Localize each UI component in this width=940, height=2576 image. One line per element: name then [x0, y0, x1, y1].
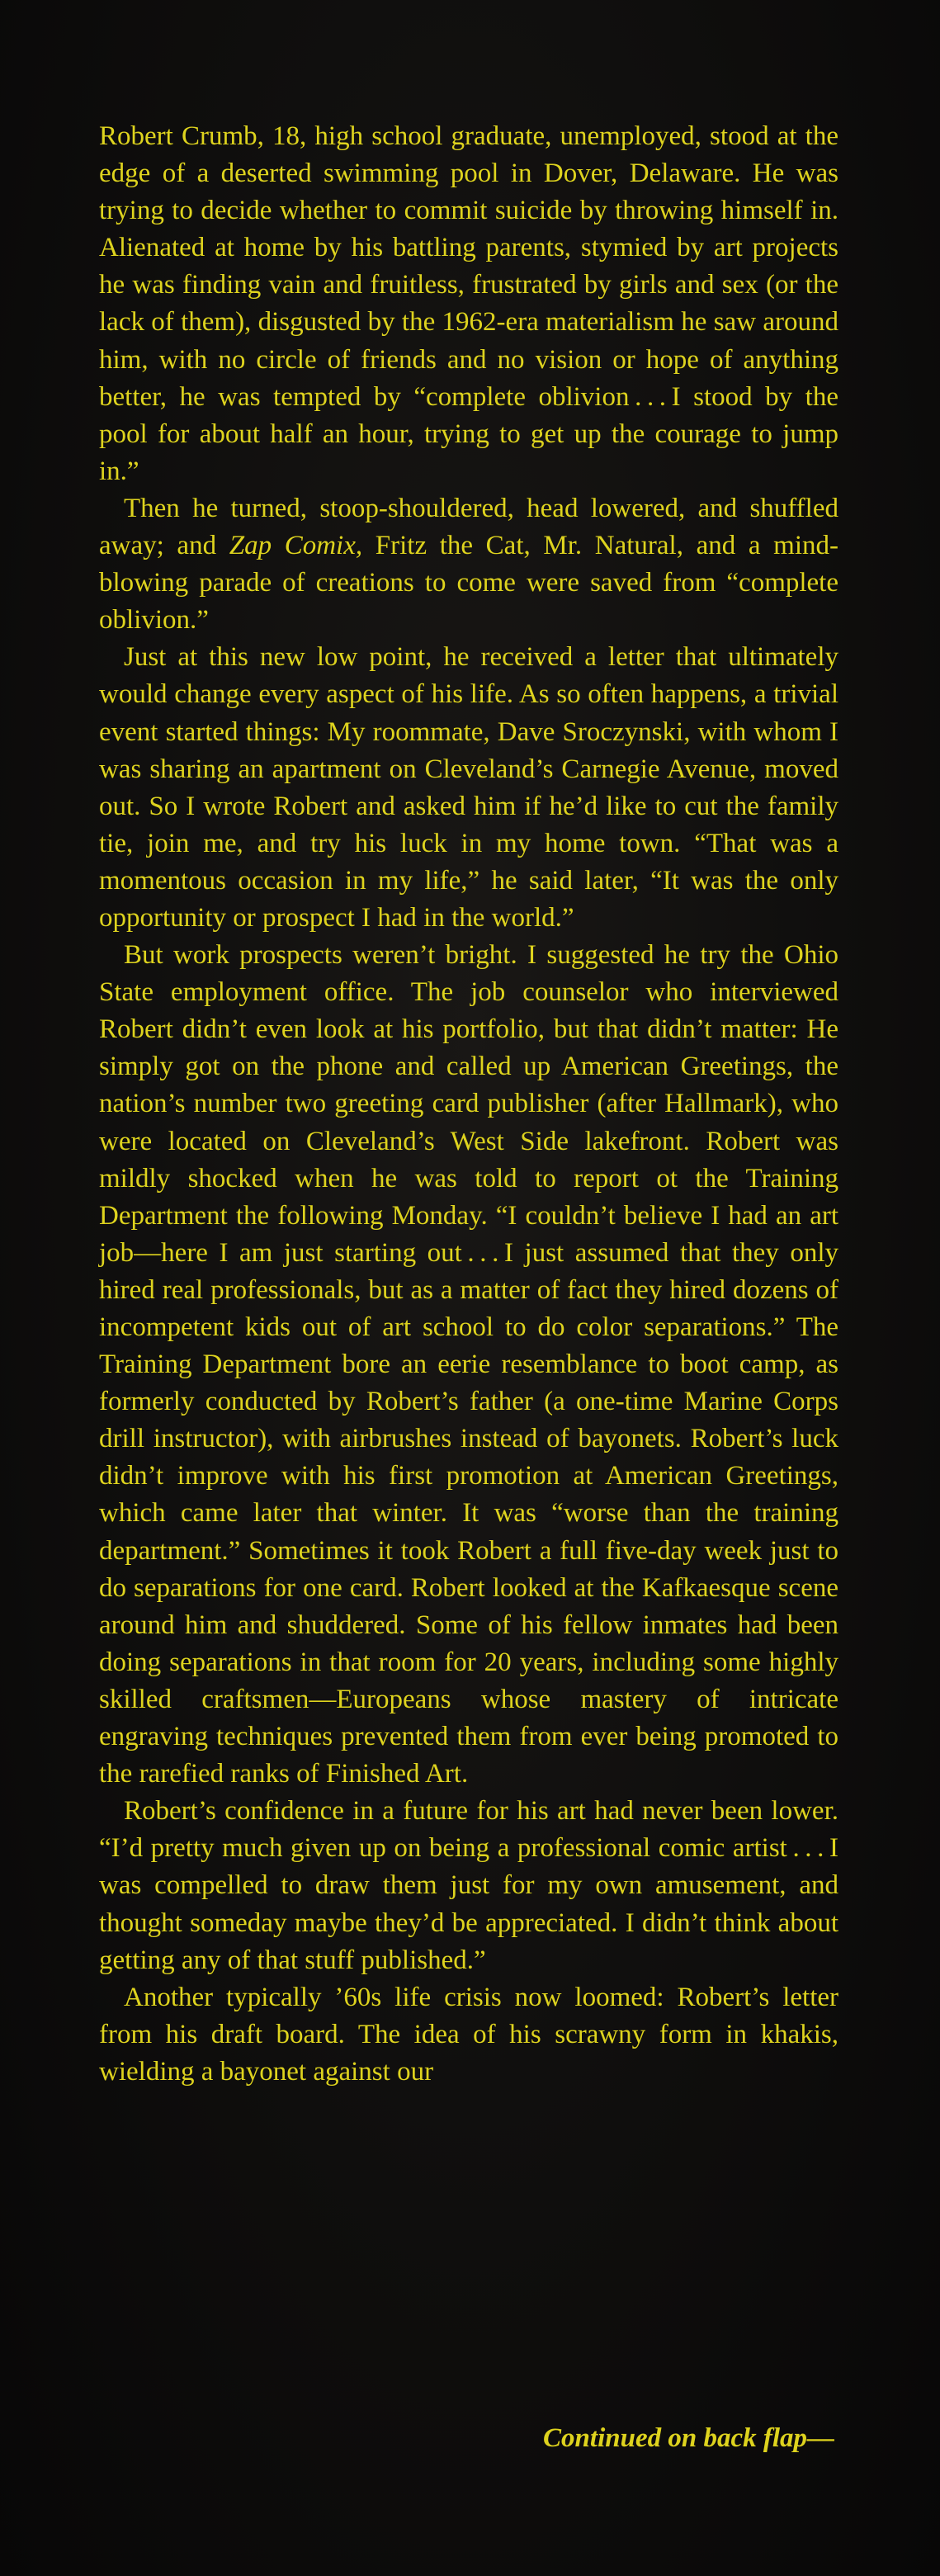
paragraph-6: Another typically ’60s life crisis now loomed: Robert’s letter from his draft board. The idea of his scrawny form in khakis, wielding a bayonet against our: [99, 1982, 838, 2087]
paragraph-2-lead: Then he turned, stoop-shouldered, head lowered, and shuffled away; and: [99, 493, 838, 561]
paragraph-4: But work prospects weren’t bright. I suggested he try the Ohio State employment office. The job counselor who interviewed Robert didn’t even look at his portfolio, but that didn’t matter: He simply got on the phone and called up American Greetings, the nation’s number two greeting card publisher (after Hallmark), who were located on Cleveland’s West Side lakefront. Robert was mildly shocked when he was told to report ot the Training Department the following Monday. “I couldn’t believe I had an art job—here I am just starting out . . . I just assumed that they only hired real professionals, but as a matter of fact they hired dozens of incompetent kids out of art school to do color separations.” The Training Department bore an eerie resemblance to boot camp, as formerly conducted by Robert’s father (a one-time Marine Corps drill instructor), with airbrushes instead of bayonets. Robert’s luck didn’t improve with his first promotion at American Greetings, which came later that winter. It was “worse than the training department.” Sometimes it took Robert a full five-day week just to do separations for one card. Robert looked at the Kafkaesque scene around him and shuddered. Some of his fellow inmates had been doing separations in that room for 20 years, including some highly skilled craftsmen—Europeans whose mastery of intricate engraving techniques prevented them from ever being promoted to the rarefied ranks of Finished Art.: [99, 940, 838, 1789]
paragraph-2-tail: Fritz the Cat, Mr. Natural, and a mind-blowing parade of creations to come were saved from “complete oblivion.”: [99, 531, 838, 636]
paragraph-2: [99, 490, 838, 639]
paragraph-5: Robert’s confidence in a future for his art had never been lower. “I’d pretty much given up on being a professional comic artist . . . I was compelled to draw them just for my own amusement, and thought someday maybe they’d be appreciated. I didn’t think about getting any of that stuff published.”: [99, 1796, 838, 1975]
text-column: [99, 118, 838, 2091]
paragraph-1: Robert Crumb, 18, high school graduate, unemployed, stood at the edge of a deserted swimming pool in Dover, Delaware. He was trying to decide whether to commit suicide by throwing himself in. Alienated at home by his battling parents, stymied by art projects he was finding vain and fruitless, frustrated by girls and sex (or the lack of them), disgusted by the 1962-era materialism he saw around him, with no circle of friends and no vision or hope of anything better, he was tempted by “complete oblivion . . . I stood by the pool for about half an hour, trying to get up the courage to jump in.”: [99, 121, 838, 486]
paragraph-3: Just at this new low point, he received a letter that ultimately would change every aspect of his life. As so often happens, a trivial event started things: My roommate, Dave Sroczynski, with whom I was sharing an apartment on Cleveland’s Carnegie Avenue, moved out. So I wrote Robert and asked him if he’d like to cut the family tie, join me, and try his luck in my home town. “That was a momentous occasion in my life,” he said later, “It was the only opportunity or prospect I had in the world.”: [99, 642, 838, 933]
zap-comix-title: Zap Comix,: [229, 531, 363, 561]
continued-on-back-flap: Continued on back flap—: [543, 2423, 834, 2453]
